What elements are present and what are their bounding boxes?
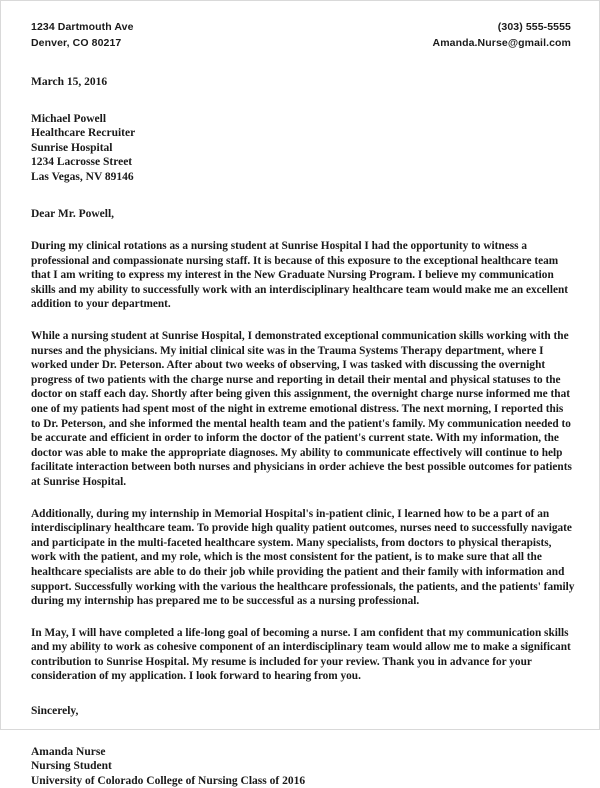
sender-address-block	[31, 19, 134, 51]
recipient-street: 1234 Lacrosse Street	[31, 156, 133, 169]
recipient-name: Michael Powell	[31, 113, 107, 125]
signer-name: Amanda Nurse	[31, 746, 106, 759]
sender-phone: (303) 555-5555	[497, 21, 571, 33]
sender-email: Amanda.Nurse@gmail.com	[432, 37, 571, 49]
sender-address-line2: Denver, CO 80217	[31, 37, 122, 49]
body-paragraph-2: While a nursing student at Sunrise Hospital, I demonstrated exceptional communication skills working with the nurses and the physicians. My initial clinical site was in the Trauma Systems Therapy department, where I worked under Dr. Peterson. After about two weeks of observing, I was tasked with discussing the overnight progress of two patients with the charge nurse and reporting in detail their mental and physical statuses to the doctor on staff each day. Shortly after being given this assignment, the overnight charge nurse informed me that one of my patients had spent most of the night in extreme emotional distress. The next morning, I reported this to Dr. Peterson, and she informed the mental health team and the patient's family. My communication needed to be accurate and efficient in order to inform the doctor of the patient's current state. With my information, the doctor was able to make the appropriate diagnoses. My ability to communicate effectively will continue to help facilitate interaction between both nurses and physicians in order achieve the best possible outcomes for patients at Sunrise Hospital.	[31, 330, 572, 488]
sender-address-line1: 1234 Dartmouth Ave	[31, 21, 134, 33]
recipient-organization: Sunrise Hospital	[31, 141, 113, 154]
signature-block	[31, 745, 575, 788]
sender-contact-block	[433, 19, 575, 51]
salutation: Dear Mr. Powell,	[31, 208, 115, 221]
closing-line: Sincerely,	[31, 705, 79, 718]
body-paragraph-1: During my clinical rotations as a nursing student at Sunrise Hospital I had the opportunity to witness a professional and compassionate nursing staff. It is because of this exposure to the exceptional healthcare team that I am writing to express my interest in the New Graduate Nursing Program. I believe my communication skills and my ability to successfully work with an interdisciplinary healthcare team would make me an excellent addition to your department.	[31, 240, 569, 311]
body-paragraph-3: Additionally, during my internship in Memorial Hospital's in-patient clinic, I learned how to be a part of an interdisciplinary healthcare team. To provide high quality patient outcomes, nurses need to successfully navigate and participate in the multi-faceted healthcare system. Many specialists, from doctors to physical therapists, work with the patient, and my role, which is the most consistent for the patient, is to make sure that all the healthcare specialists are able to do their job while providing the patient and their family with information and support. Successfully working with the various the healthcare professionals, the patients, and the patients' family during my internship has prepared me to be successful as a nursing professional.	[31, 507, 575, 608]
body-paragraph-4: In May, I will have completed a life-long goal of becoming a nurse. I am confident that my communication skills and my ability to work as cohesive component of an interdisciplinary team would allow me to make a significant contribution to Sunrise Hospital. My resume is included for your review. Thank you in advance for your consideration of my application. I look forward to hearing from you.	[31, 626, 571, 683]
recipient-address-block	[31, 112, 575, 184]
signer-title: Nursing Student	[31, 760, 112, 773]
letter-body	[31, 19, 575, 788]
letterhead	[31, 19, 575, 51]
letter-date: March 15, 2016	[31, 76, 108, 88]
signer-affiliation: University of Colorado College of Nursing Class of 2016	[31, 774, 306, 787]
recipient-city-state-zip: Las Vegas, NV 89146	[31, 170, 134, 183]
recipient-title: Healthcare Recruiter	[31, 127, 136, 140]
